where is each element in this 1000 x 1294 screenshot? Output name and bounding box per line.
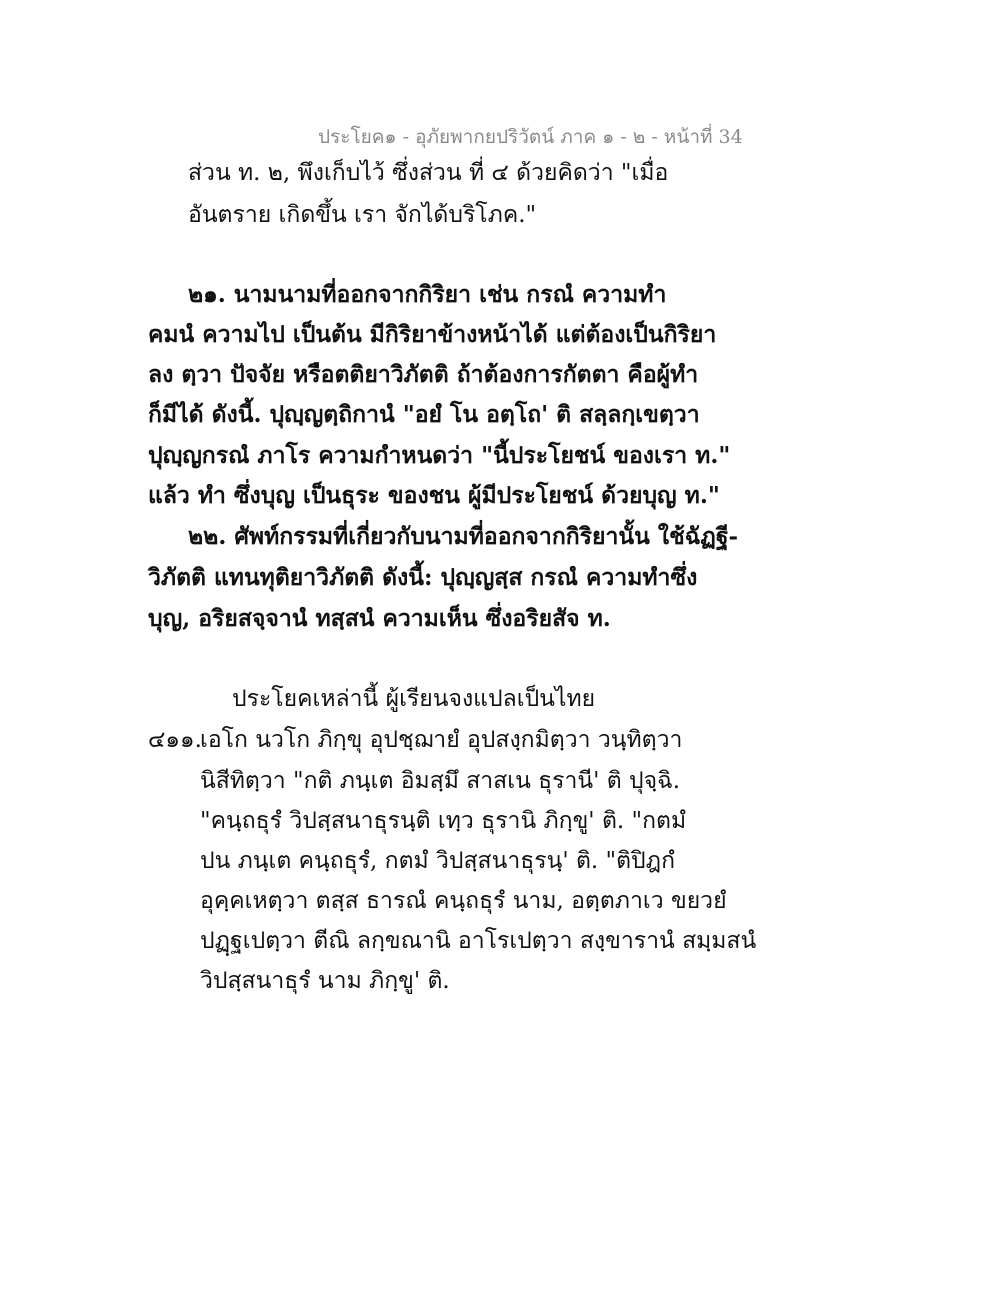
rule-22-line-1: ๒๒. ศัพท์กรรมที่เกี่ยวกับนามที่ออกจากกิริยานั้น ใช้ฉัฏฐี- xyxy=(188,523,739,550)
exercise-line-5: อุคฺคเหตฺวา ตสฺส ธารณํ คนฺถธุรํ นาม, อตฺตภาเว ขยวยํ xyxy=(200,888,727,914)
exercise-number: ๔๑๑. xyxy=(148,727,202,753)
rule-21-line-2: คมนํ ความไป เป็นต้น มีกิริยาข้างหน้าได้ แต่ต้องเป็นกิริยา xyxy=(148,321,717,348)
exercise-line-3: "คนฺถธุรํ วิปสฺสนาธุรนฺติ เทฺว ธุรานิ ภิกฺขู' ติ. "กตมํ xyxy=(200,808,687,834)
exercise-instruction: ประโยคเหล่านี้ ผู้เรียนจงแปลเป็นไทย xyxy=(232,686,596,712)
running-head: ประโยค๑ - อุภัยพากยปริวัตน์ ภาค ๑ - ๒ - หน้าที่ 34 xyxy=(318,126,743,148)
rule-22-line-2: วิภัตติ แทนทุติยาวิภัตติ ดังนี้: ปุญฺญสฺส กรณํ ความทำซึ่ง xyxy=(148,564,698,591)
intro-line-1: ส่วน ท. ๒, พึงเก็บไว้ ซึ่งส่วน ที่ ๔ ด้วยคิดว่า "เมื่อ xyxy=(188,160,669,186)
intro-line-2: อันตราย เกิดขึ้น เรา จักได้บริโภค." xyxy=(188,202,537,228)
rule-22-line-3: บุญ, อริยสจฺจานํ ทสฺสนํ ความเห็น ซึ่งอริยสัจ ท. xyxy=(148,605,611,632)
rule-21-line-3: ลง ตฺวา ปัจจัย หรือตติยาวิภัตติ ถ้าต้องการกัตตา คือผู้ทำ xyxy=(148,361,699,388)
rule-21-line-5: ปุญฺญกรณํ ภาโร ความกำหนดว่า "นี้ประโยชน์ ของเรา ท." xyxy=(148,442,731,469)
rule-21-line-4: ก็มีได้ ดังนี้. ปุญฺญตฺถิกานํ "อยํ โน อตฺโถ' ติ สลฺลกฺเขตฺวา xyxy=(148,401,700,428)
exercise-line-2: นิสีทิตฺวา "กติ ภนฺเต อิมสฺมึ สาสเน ธุรานี' ติ ปุจฺฉิ. xyxy=(200,768,681,794)
exercise-line-7: วิปสฺสนาธุรํ นาม ภิกฺขู' ติ. xyxy=(200,968,450,994)
exercise-line-4: ปน ภนฺเต คนฺถธุรํ, กตมํ วิปสฺสนาธุรนฺ' ติ. "ติปิฎกํ xyxy=(200,848,676,874)
exercise-line-1: เอโก นวโก ภิกฺขุ อุปชฺฌายํ อุปสงฺกมิตฺวา วนฺทิตฺวา xyxy=(200,727,683,753)
rule-21-line-1: ๒๑. นามนามที่ออกจากกิริยา เช่น กรณํ ความทำ xyxy=(188,281,667,308)
exercise-line-6: ปฏฺฐเปตฺวา ตีณิ ลกฺขณานิ อาโรเปตฺวา สงฺขารานํ สมฺมสนํ xyxy=(200,928,757,954)
rule-21-line-6: แล้ว ทำ ซึ่งบุญ เป็นธุระ ของชน ผู้มีประโยชน์ ด้วยบุญ ท." xyxy=(148,482,720,509)
